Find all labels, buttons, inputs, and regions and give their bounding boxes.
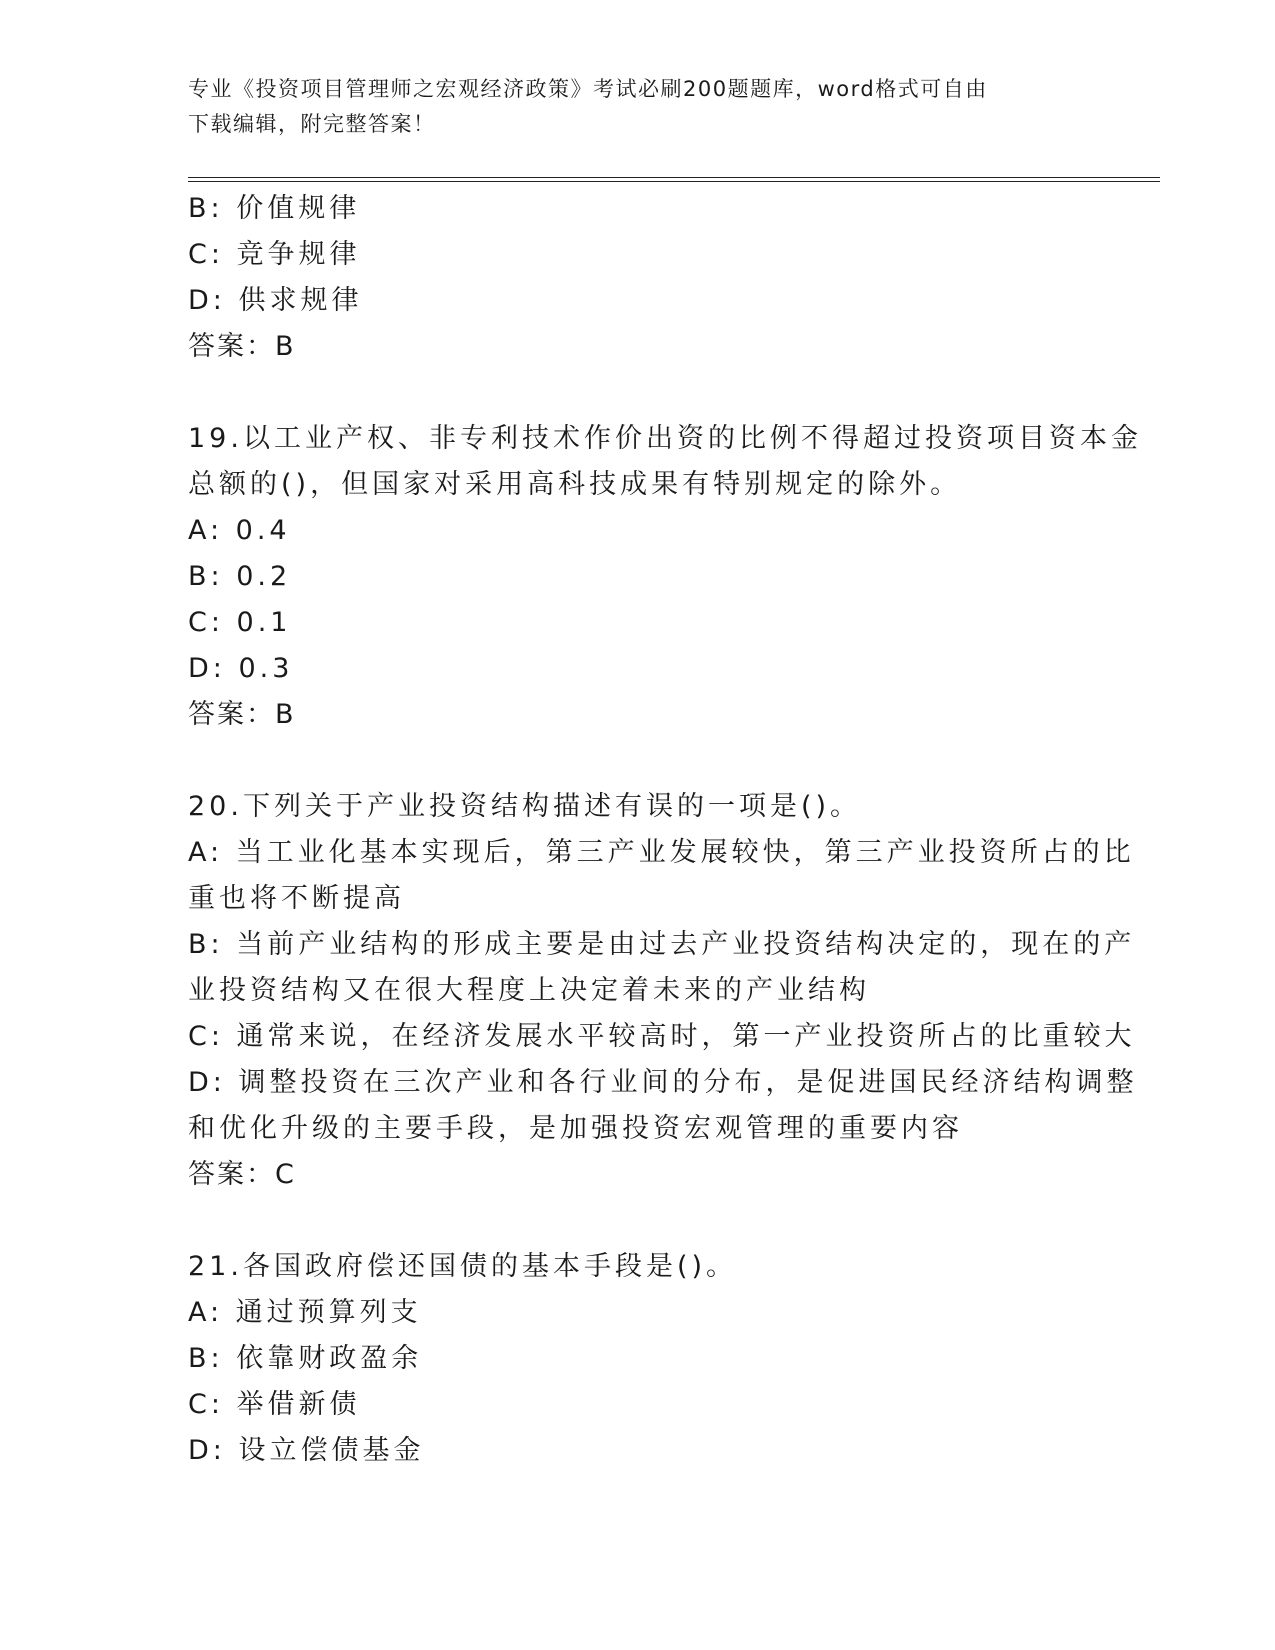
- question-21: [188, 1244, 1088, 1474]
- option-b: B: 0.2: [188, 561, 292, 592]
- question-stem-line: 21.各国政府偿还国债的基本手段是()。: [188, 1251, 738, 1282]
- option-b: B: 依靠财政盈余: [188, 1343, 423, 1374]
- spacer: [188, 370, 1088, 416]
- document-body: [188, 186, 1142, 1474]
- question-19: [188, 416, 1142, 738]
- question-stem-line: 总额的()，但国家对采用高科技成果有特别规定的除外。: [188, 469, 962, 500]
- option-a-continued: 重也将不断提高: [188, 883, 405, 914]
- option-d: D: 调整投资在三次产业和各行业间的分布，是促进国民经济结构调整: [188, 1067, 1138, 1098]
- option-b-continued: 业投资结构又在很大程度上决定着未来的产业结构: [188, 975, 870, 1006]
- option-c: C: 0.1: [188, 607, 292, 638]
- option-a: A: 通过预算列支: [188, 1297, 422, 1328]
- option-b: B: 当前产业结构的形成主要是由过去产业投资结构决定的，现在的产: [188, 929, 1136, 960]
- spacer: [188, 1198, 1088, 1244]
- question-stem-line: 20.下列关于产业投资结构描述有误的一项是()。: [188, 791, 862, 822]
- question-stem-line: 19.以工业产权、非专利技术作价出资的比例不得超过投资项目资本金: [188, 423, 1142, 454]
- option-c: C: 竞争规律: [188, 239, 361, 270]
- option-a: A: 0.4: [188, 515, 291, 546]
- header-line-2: 下载编辑，附完整答案！: [188, 112, 436, 136]
- question-20: [188, 784, 1138, 1198]
- header-line-1: 专业《投资项目管理师之宏观经济政策》考试必刷200题题库，word格式可自由: [188, 77, 988, 101]
- option-c: C: 通常来说，在经济发展水平较高时，第一产业投资所占的比重较大: [188, 1021, 1136, 1052]
- option-b: B: 价值规律: [188, 193, 361, 224]
- option-d: D: 供求规律: [188, 285, 363, 316]
- document-header: [188, 72, 1088, 142]
- option-a: A: 当工业化基本实现后，第三产业发展较快，第三产业投资所占的比: [188, 837, 1135, 868]
- question-18-continued: [188, 186, 1088, 370]
- option-d: D: 设立偿债基金: [188, 1435, 425, 1466]
- spacer: [188, 738, 1088, 784]
- option-d-continued: 和优化升级的主要手段，是加强投资宏观管理的重要内容: [188, 1113, 963, 1144]
- option-d: D: 0.3: [188, 653, 294, 684]
- answer-line: 答案：C: [188, 1159, 296, 1190]
- answer-line: 答案：B: [188, 331, 296, 362]
- answer-line: 答案：B: [188, 699, 296, 730]
- header-divider: [188, 177, 1160, 182]
- option-c: C: 举借新债: [188, 1389, 361, 1420]
